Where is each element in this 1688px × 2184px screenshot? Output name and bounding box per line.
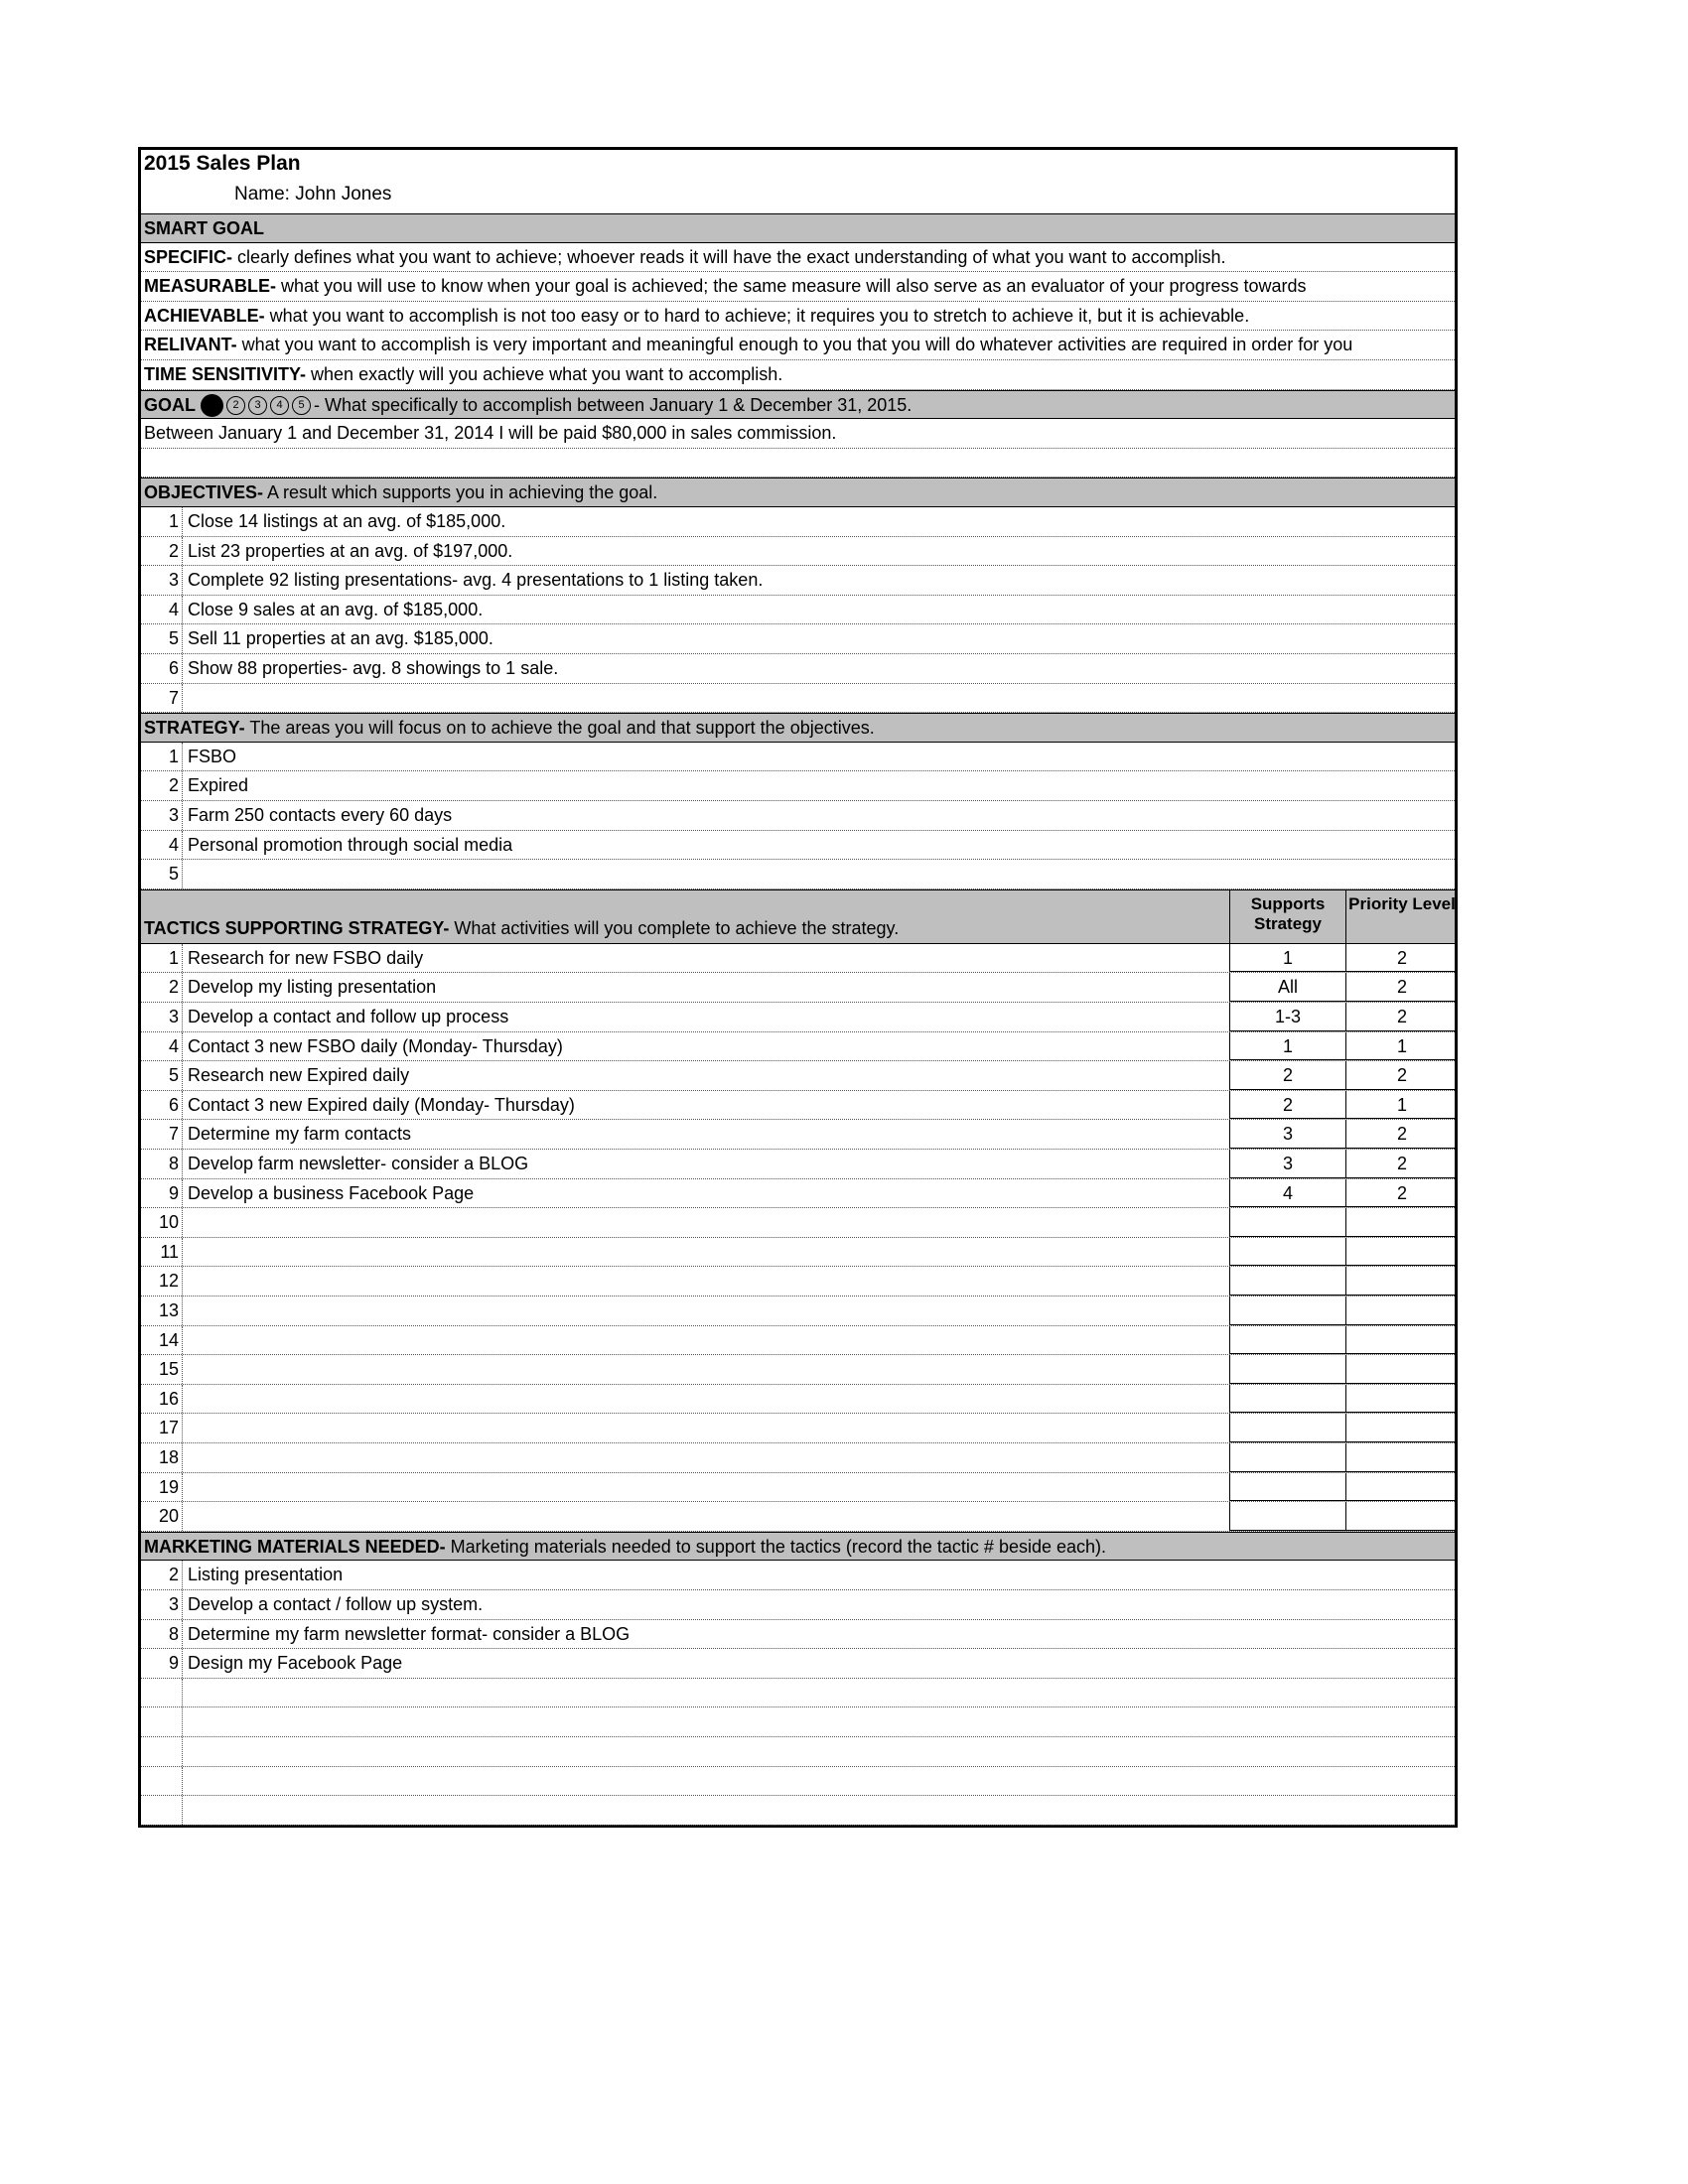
sales-plan-sheet xyxy=(138,147,1458,1828)
objective-row xyxy=(141,566,1455,596)
objective-row-number: 6 xyxy=(141,654,183,683)
marketing-row xyxy=(141,1561,1455,1590)
strategy-header-label: STRATEGY- xyxy=(144,718,245,739)
priority-level-cell[interactable]: 2 xyxy=(1345,973,1455,1002)
smart-item-desc: clearly defines what you want to achieve; whoever reads it will have the exact understanding of what you want to accomplish. xyxy=(232,246,1226,267)
strategy-row xyxy=(141,801,1455,831)
marketing-row-number xyxy=(141,1767,183,1796)
priority-level-cell[interactable] xyxy=(1345,1326,1455,1355)
priority-level-cell[interactable] xyxy=(1345,1267,1455,1296)
priority-level-cell[interactable] xyxy=(1345,1414,1455,1442)
tactic-row-number: 10 xyxy=(141,1208,183,1237)
tactics-header xyxy=(141,889,1455,944)
priority-level-cell[interactable]: 2 xyxy=(1345,944,1455,973)
marketing-row-text[interactable]: Develop a contact / follow up system. xyxy=(188,1594,484,1614)
supports-strategy-heading: Supports Strategy xyxy=(1229,890,1345,943)
smart-item-term: MEASURABLE- xyxy=(144,276,276,297)
name-line xyxy=(234,184,391,205)
marketing-row-number: 3 xyxy=(141,1590,183,1619)
supports-strategy-cell[interactable] xyxy=(1229,1326,1345,1355)
objective-row-number: 1 xyxy=(141,507,183,536)
smart-item-term: ACHIEVABLE- xyxy=(144,305,265,326)
supports-strategy-cell[interactable] xyxy=(1229,1414,1345,1442)
tactic-row xyxy=(141,1208,1455,1238)
marketing-row xyxy=(141,1679,1455,1708)
smart-item-text xyxy=(144,243,1226,271)
supports-strategy-cell[interactable]: 3 xyxy=(1229,1120,1345,1149)
smart-item-term: TIME SENSITIVITY- xyxy=(144,364,307,384)
tactic-row-number: 5 xyxy=(141,1061,183,1090)
tactic-row xyxy=(141,1120,1455,1150)
tactic-row xyxy=(141,1355,1455,1385)
strategy-row-number: 3 xyxy=(141,801,183,830)
priority-level-cell[interactable] xyxy=(1345,1297,1455,1325)
strategy-row-number: 2 xyxy=(141,771,183,800)
objectives-header-text xyxy=(144,478,657,506)
marketing-header xyxy=(141,1532,1455,1562)
marketing-header-label: MARKETING MATERIALS NEEDED- xyxy=(144,1536,446,1557)
tactic-row-text[interactable]: Research new Expired daily xyxy=(188,1065,410,1086)
supports-strategy-cell[interactable] xyxy=(1229,1208,1345,1237)
objective-row-number: 5 xyxy=(141,624,183,653)
tactic-row-number: 12 xyxy=(141,1267,183,1296)
tactic-row-number: 18 xyxy=(141,1443,183,1472)
objective-row-text[interactable]: Sell 11 properties at an avg. $185,000. xyxy=(188,628,493,649)
tactic-row-text[interactable]: Research for new FSBO daily xyxy=(188,947,424,968)
marketing-row-number xyxy=(141,1796,183,1825)
priority-level-cell[interactable]: 2 xyxy=(1345,1179,1455,1208)
objective-row-text[interactable]: Close 9 sales at an avg. of $185,000. xyxy=(188,599,484,619)
tactic-row-number: 20 xyxy=(141,1502,183,1531)
strategy-row xyxy=(141,831,1455,861)
smart-item-desc: what you want to accomplish is very important and meaningful enough to you that you will do whatever activities are required in order for you xyxy=(236,335,1353,355)
tactic-row xyxy=(141,1061,1455,1091)
priority-level-cell[interactable] xyxy=(1345,1208,1455,1237)
tactic-row xyxy=(141,1032,1455,1062)
supports-strategy-cell[interactable]: 3 xyxy=(1229,1150,1345,1178)
tactic-row-number: 17 xyxy=(141,1414,183,1442)
goal-circle-1-icon[interactable] xyxy=(201,394,223,417)
strategy-header-desc: The areas you will focus on to achieve the goal and that support the objectives. xyxy=(244,718,875,739)
supports-strategy-cell[interactable] xyxy=(1229,1385,1345,1414)
objective-row xyxy=(141,537,1455,567)
tactic-row xyxy=(141,1473,1455,1503)
marketing-row-number xyxy=(141,1737,183,1766)
goal-circle-5-icon: 5 xyxy=(292,396,311,415)
strategy-row-number: 4 xyxy=(141,831,183,860)
smart-item-text xyxy=(144,331,1352,358)
supports-strategy-cell[interactable] xyxy=(1229,1355,1345,1384)
goal-circle-3-icon: 3 xyxy=(248,396,267,415)
goal-statement-row xyxy=(141,419,1455,449)
priority-level-cell[interactable] xyxy=(1345,1385,1455,1414)
smart-item-term: SPECIFIC- xyxy=(144,246,233,267)
strategy-row-number: 5 xyxy=(141,860,183,888)
strategy-header xyxy=(141,713,1455,743)
objective-row-number: 2 xyxy=(141,537,183,566)
strategy-header-text xyxy=(144,714,875,742)
smart-item xyxy=(141,243,1455,273)
tactic-row-number: 4 xyxy=(141,1032,183,1061)
priority-level-cell[interactable]: 1 xyxy=(1345,1091,1455,1120)
strategy-row xyxy=(141,743,1455,772)
priority-level-cell[interactable] xyxy=(1345,1238,1455,1267)
priority-level-cell[interactable] xyxy=(1345,1355,1455,1384)
tactics-header-text xyxy=(144,918,899,939)
tactic-row xyxy=(141,1297,1455,1326)
marketing-row-text[interactable]: Design my Facebook Page xyxy=(188,1653,403,1674)
marketing-row-text[interactable]: Listing presentation xyxy=(188,1565,344,1585)
objective-row-text[interactable]: List 23 properties at an avg. of $197,000. xyxy=(188,540,513,561)
smart-goal-label: SMART GOAL xyxy=(144,218,264,238)
tactic-row xyxy=(141,1385,1455,1415)
tactic-row-text[interactable]: Develop my listing presentation xyxy=(188,977,437,998)
supports-strategy-cell[interactable] xyxy=(1229,1267,1345,1296)
tactic-row-number: 13 xyxy=(141,1297,183,1325)
tactic-row-number: 8 xyxy=(141,1150,183,1178)
tactic-row-text[interactable]: Develop farm newsletter- consider a BLOG xyxy=(188,1154,529,1173)
strategy-row-number: 1 xyxy=(141,743,183,771)
supports-strategy-cell[interactable]: 1-3 xyxy=(1229,1003,1345,1031)
tactic-row-number: 1 xyxy=(141,944,183,973)
tactic-row xyxy=(141,944,1455,974)
tactic-row xyxy=(141,1267,1455,1297)
smart-item-text xyxy=(144,302,1249,330)
marketing-row xyxy=(141,1796,1455,1826)
smart-item xyxy=(141,331,1455,360)
tactic-row-text[interactable]: Develop a business Facebook Page xyxy=(188,1182,475,1203)
tactic-row xyxy=(141,1091,1455,1121)
tactic-row xyxy=(141,1179,1455,1209)
supports-strategy-cell[interactable]: All xyxy=(1229,973,1345,1002)
priority-level-cell[interactable] xyxy=(1345,1502,1455,1531)
smart-item-desc: what you want to accomplish is not too easy or to hard to achieve; it requires you to stretch to achieve it, but it is achievable. xyxy=(264,305,1250,326)
objectives-header-label: OBJECTIVES- xyxy=(144,482,264,503)
sheet-title: 2015 Sales Plan xyxy=(144,152,301,175)
objective-row xyxy=(141,654,1455,684)
strategy-row-text[interactable]: FSBO xyxy=(188,746,237,766)
smart-item-text xyxy=(144,360,782,388)
marketing-row-text[interactable]: Determine my farm newsletter format- consider a BLOG xyxy=(188,1623,631,1644)
tactic-row xyxy=(141,1150,1455,1179)
tactic-row-number: 2 xyxy=(141,973,183,1002)
tactic-row-number: 16 xyxy=(141,1385,183,1414)
marketing-row-number: 8 xyxy=(141,1620,183,1649)
name-value[interactable]: John Jones xyxy=(295,184,392,205)
smart-item xyxy=(141,272,1455,302)
strategy-row xyxy=(141,771,1455,801)
objective-row-text[interactable]: Show 88 properties- avg. 8 showings to 1 sale. xyxy=(188,658,559,678)
goal-prompt: - What specifically to accomplish between January 1 & December 31, 2015. xyxy=(314,394,913,415)
tactic-row-text[interactable]: Contact 3 new Expired daily (Monday- Thursday) xyxy=(188,1094,575,1115)
marketing-row-number xyxy=(141,1707,183,1736)
goal-circle-2-icon: 2 xyxy=(226,396,245,415)
objective-row-text[interactable]: Close 14 listings at an avg. of $185,000. xyxy=(188,511,506,531)
marketing-header-desc: Marketing materials needed to support the tactics (record the tactic # beside each). xyxy=(445,1536,1107,1557)
objective-row-text[interactable]: Complete 92 listing presentations- avg. 4 presentations to 1 listing taken. xyxy=(188,570,764,591)
tactic-row-number: 11 xyxy=(141,1238,183,1267)
tactic-row-text[interactable]: Contact 3 new FSBO daily (Monday- Thursday) xyxy=(188,1035,563,1056)
priority-level-cell[interactable] xyxy=(1345,1443,1455,1472)
tactic-row-number: 19 xyxy=(141,1473,183,1502)
tactics-desc: What activities will you complete to achieve the strategy. xyxy=(449,917,900,938)
marketing-row xyxy=(141,1620,1455,1650)
goal-header xyxy=(141,390,1455,420)
goal-statement[interactable]: Between January 1 and December 31, 2014 I will be paid $80,000 in sales commission. xyxy=(144,423,837,444)
goal-blank-row xyxy=(141,449,1455,478)
smart-item xyxy=(141,360,1455,390)
supports-strategy-cell[interactable]: 2 xyxy=(1229,1091,1345,1120)
priority-level-heading: Priority Level xyxy=(1345,890,1458,943)
priority-level-cell[interactable]: 1 xyxy=(1345,1032,1455,1061)
supports-strategy-cell[interactable] xyxy=(1229,1443,1345,1472)
strategy-row-text[interactable]: Expired xyxy=(188,775,249,796)
tactic-row-number: 7 xyxy=(141,1120,183,1149)
objective-row xyxy=(141,596,1455,625)
objectives-header-desc: A result which supports you in achieving the goal. xyxy=(263,482,658,503)
supports-strategy-cell[interactable]: 2 xyxy=(1229,1061,1345,1090)
smart-item-desc: what you will use to know when your goal is achieved; the same measure will also serve as an evaluator of your progress towards xyxy=(276,276,1307,297)
supports-strategy-cell[interactable] xyxy=(1229,1502,1345,1531)
strategy-row-text[interactable]: Personal promotion through social media xyxy=(188,834,513,855)
tactic-row-number: 9 xyxy=(141,1179,183,1208)
objective-row-number: 4 xyxy=(141,596,183,624)
tactic-row-number: 3 xyxy=(141,1003,183,1031)
tactic-row xyxy=(141,1443,1455,1473)
priority-level-cell[interactable]: 2 xyxy=(1345,1003,1455,1031)
tactic-row xyxy=(141,1502,1455,1532)
objective-row xyxy=(141,507,1455,537)
marketing-header-text xyxy=(144,1533,1106,1561)
supports-strategy-cell[interactable]: 4 xyxy=(1229,1179,1345,1208)
priority-level-cell[interactable]: 2 xyxy=(1345,1061,1455,1090)
marketing-row-number: 9 xyxy=(141,1649,183,1678)
objective-row-number: 3 xyxy=(141,566,183,595)
priority-level-cell[interactable]: 2 xyxy=(1345,1150,1455,1178)
tactic-row-number: 14 xyxy=(141,1326,183,1355)
marketing-row xyxy=(141,1590,1455,1620)
supports-strategy-cell[interactable]: 1 xyxy=(1229,944,1345,973)
name-label: Name: xyxy=(234,184,290,205)
marketing-row-number: 2 xyxy=(141,1561,183,1589)
strategy-row xyxy=(141,860,1455,889)
tactic-row-number: 6 xyxy=(141,1091,183,1120)
smart-goal-header xyxy=(141,213,1455,243)
priority-level-cell[interactable]: 2 xyxy=(1345,1120,1455,1149)
supports-strategy-cell[interactable] xyxy=(1229,1297,1345,1325)
supports-strategy-cell[interactable]: 1 xyxy=(1229,1032,1345,1061)
smart-item-desc: when exactly will you achieve what you want to accomplish. xyxy=(306,364,783,384)
tactic-row xyxy=(141,1238,1455,1268)
objective-row xyxy=(141,624,1455,654)
smart-item-text xyxy=(144,272,1307,300)
marketing-row xyxy=(141,1649,1455,1679)
tactic-row xyxy=(141,1003,1455,1032)
smart-item-term: RELIVANT- xyxy=(144,335,237,355)
goal-label: GOAL xyxy=(144,394,196,415)
objective-row-number: 7 xyxy=(141,684,183,713)
tactic-row xyxy=(141,1326,1455,1356)
smart-item xyxy=(141,302,1455,332)
strategy-row-text[interactable]: Farm 250 contacts every 60 days xyxy=(188,805,453,825)
objectives-header xyxy=(141,478,1455,507)
priority-level-cell[interactable] xyxy=(1345,1473,1455,1502)
objective-row xyxy=(141,684,1455,714)
goal-header-text xyxy=(144,391,912,419)
marketing-row xyxy=(141,1767,1455,1797)
tactic-row xyxy=(141,1414,1455,1443)
tactic-row-number: 15 xyxy=(141,1355,183,1384)
tactic-row-text[interactable]: Determine my farm contacts xyxy=(188,1124,412,1145)
marketing-row xyxy=(141,1737,1455,1767)
supports-strategy-cell[interactable] xyxy=(1229,1238,1345,1267)
tactic-row-text[interactable]: Develop a contact and follow up process xyxy=(188,1007,509,1026)
tactic-row xyxy=(141,973,1455,1003)
tactics-label: TACTICS SUPPORTING STRATEGY- xyxy=(144,917,450,938)
marketing-row-number xyxy=(141,1679,183,1707)
marketing-row xyxy=(141,1707,1455,1737)
goal-circle-4-icon: 4 xyxy=(270,396,289,415)
supports-strategy-cell[interactable] xyxy=(1229,1473,1345,1502)
